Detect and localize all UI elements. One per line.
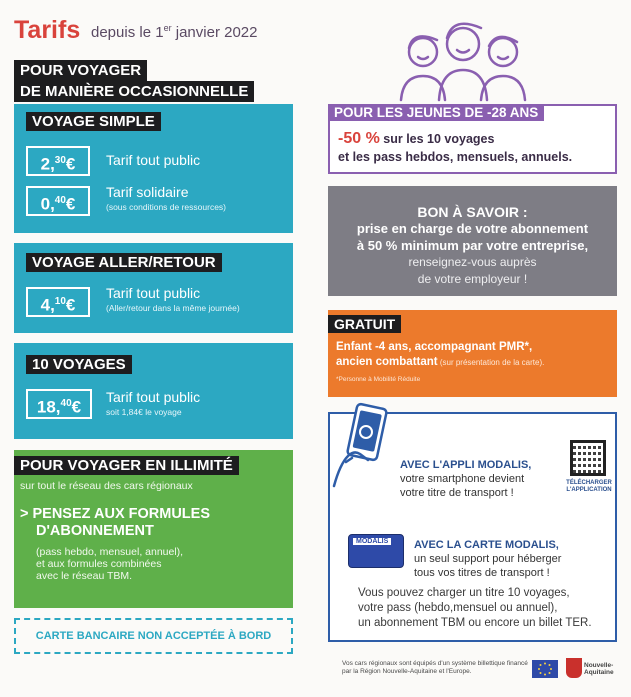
download-app-label: TÉLÉCHARGER L'APPLICATION: [566, 480, 612, 493]
qr-code-icon[interactable]: [570, 440, 606, 476]
eu-flag-icon: [532, 660, 558, 678]
tariff-condition: soit 1,84€ le voyage: [106, 407, 182, 417]
app-promo: AVEC L'APPLI MODALIS, votre smartphone devient votre titre de transport !: [400, 459, 532, 499]
good-to-know-title: BON À SAVOIR :: [417, 204, 528, 220]
region-shield-icon: [566, 658, 582, 678]
unlimited-subtitle: sur tout le réseau des cars régionaux: [20, 480, 193, 492]
good-to-know-panel: BON À SAVOIR : prise en charge de votre abonnement à 50 % minimum par votre entreprise, renseignez-vous auprès de votre employeur !: [328, 186, 617, 296]
return-trip-label: VOYAGE ALLER/RETOUR: [26, 253, 222, 272]
return-trip-panel: [14, 243, 293, 333]
modalis-panel: [328, 412, 617, 642]
free-panel: [328, 310, 617, 397]
price-tag: 0,40€: [26, 186, 90, 216]
page-title: Tarifs: [14, 16, 81, 44]
unlimited-panel: [14, 450, 293, 608]
region-logo: Nouvelle- Aquitaine: [566, 658, 616, 680]
tariff-condition: (sous conditions de ressources): [106, 202, 227, 212]
page-date: depuis le 1er janvier 2022: [91, 23, 258, 41]
tariff-title: Tarif tout public: [106, 152, 201, 168]
footnote: *Personne à Mobilité Réduite: [336, 376, 421, 383]
occasional-heading: POUR VOYAGER DE MANIÈRE OCCASIONNELLE: [14, 60, 254, 102]
card-not-accepted-notice: CARTE BANCAIRE NON ACCEPTÉE À BORD: [14, 618, 293, 654]
card-promo: AVEC LA CARTE MODALIS, un seul support pour héberger tous vos titres de transport !: [414, 539, 562, 579]
ten-trips-panel: [14, 343, 293, 439]
ten-trips-label: 10 VOYAGES: [26, 355, 132, 374]
card-details: Vous pouvez charger un titre 10 voyages, votre pass (hebdo,mensuel ou annuel), un abonnement TBM ou encore un billet TER.: [358, 587, 592, 629]
modalis-card-icon: MODALIS: [348, 534, 404, 568]
unlimited-label: POUR VOYAGER EN ILLIMITÉ: [14, 456, 239, 475]
single-trip-panel: [14, 104, 293, 233]
tariff-title: Tarif solidaire: [106, 184, 189, 200]
price-tag: 2,30€: [26, 146, 90, 176]
tariff-title: Tarif tout public: [106, 389, 201, 405]
youth-label: POUR LES JEUNES DE -28 ANS: [328, 104, 544, 121]
price-tag: 18,40€: [26, 389, 92, 419]
footer-credit: Vos cars régionaux sont équipés d'un système billettique financé par la Région Nouvelle-Aquitaine et l'Europe.: [342, 660, 528, 675]
tariff-title: Tarif tout public: [106, 285, 201, 301]
free-conditions: Enfant -4 ans, accompagnant PMR*, ancien combattant (sur présentation de la carte).: [336, 341, 545, 368]
smartphone-icon: [328, 402, 394, 492]
youth-offer: -50 % sur les 10 voyages et les pass hebdos, mensuels, annuels.: [338, 130, 573, 164]
tariff-condition: (Aller/retour dans la même journée): [106, 303, 240, 313]
young-people-illustration: [398, 12, 528, 102]
single-trip-label: VOYAGE SIMPLE: [26, 112, 161, 131]
eu-stars-icon: [532, 660, 558, 678]
youth-panel: [328, 104, 617, 174]
price-tag: 4,10€: [26, 287, 90, 317]
subscription-cta: > PENSEZ AUX FORMULES D'ABONNEMENT: [20, 506, 211, 539]
subscription-details: (pass hebdo, mensuel, annuel), et aux formules combinées avec le réseau TBM.: [36, 546, 184, 582]
free-label: GRATUIT: [328, 315, 401, 333]
